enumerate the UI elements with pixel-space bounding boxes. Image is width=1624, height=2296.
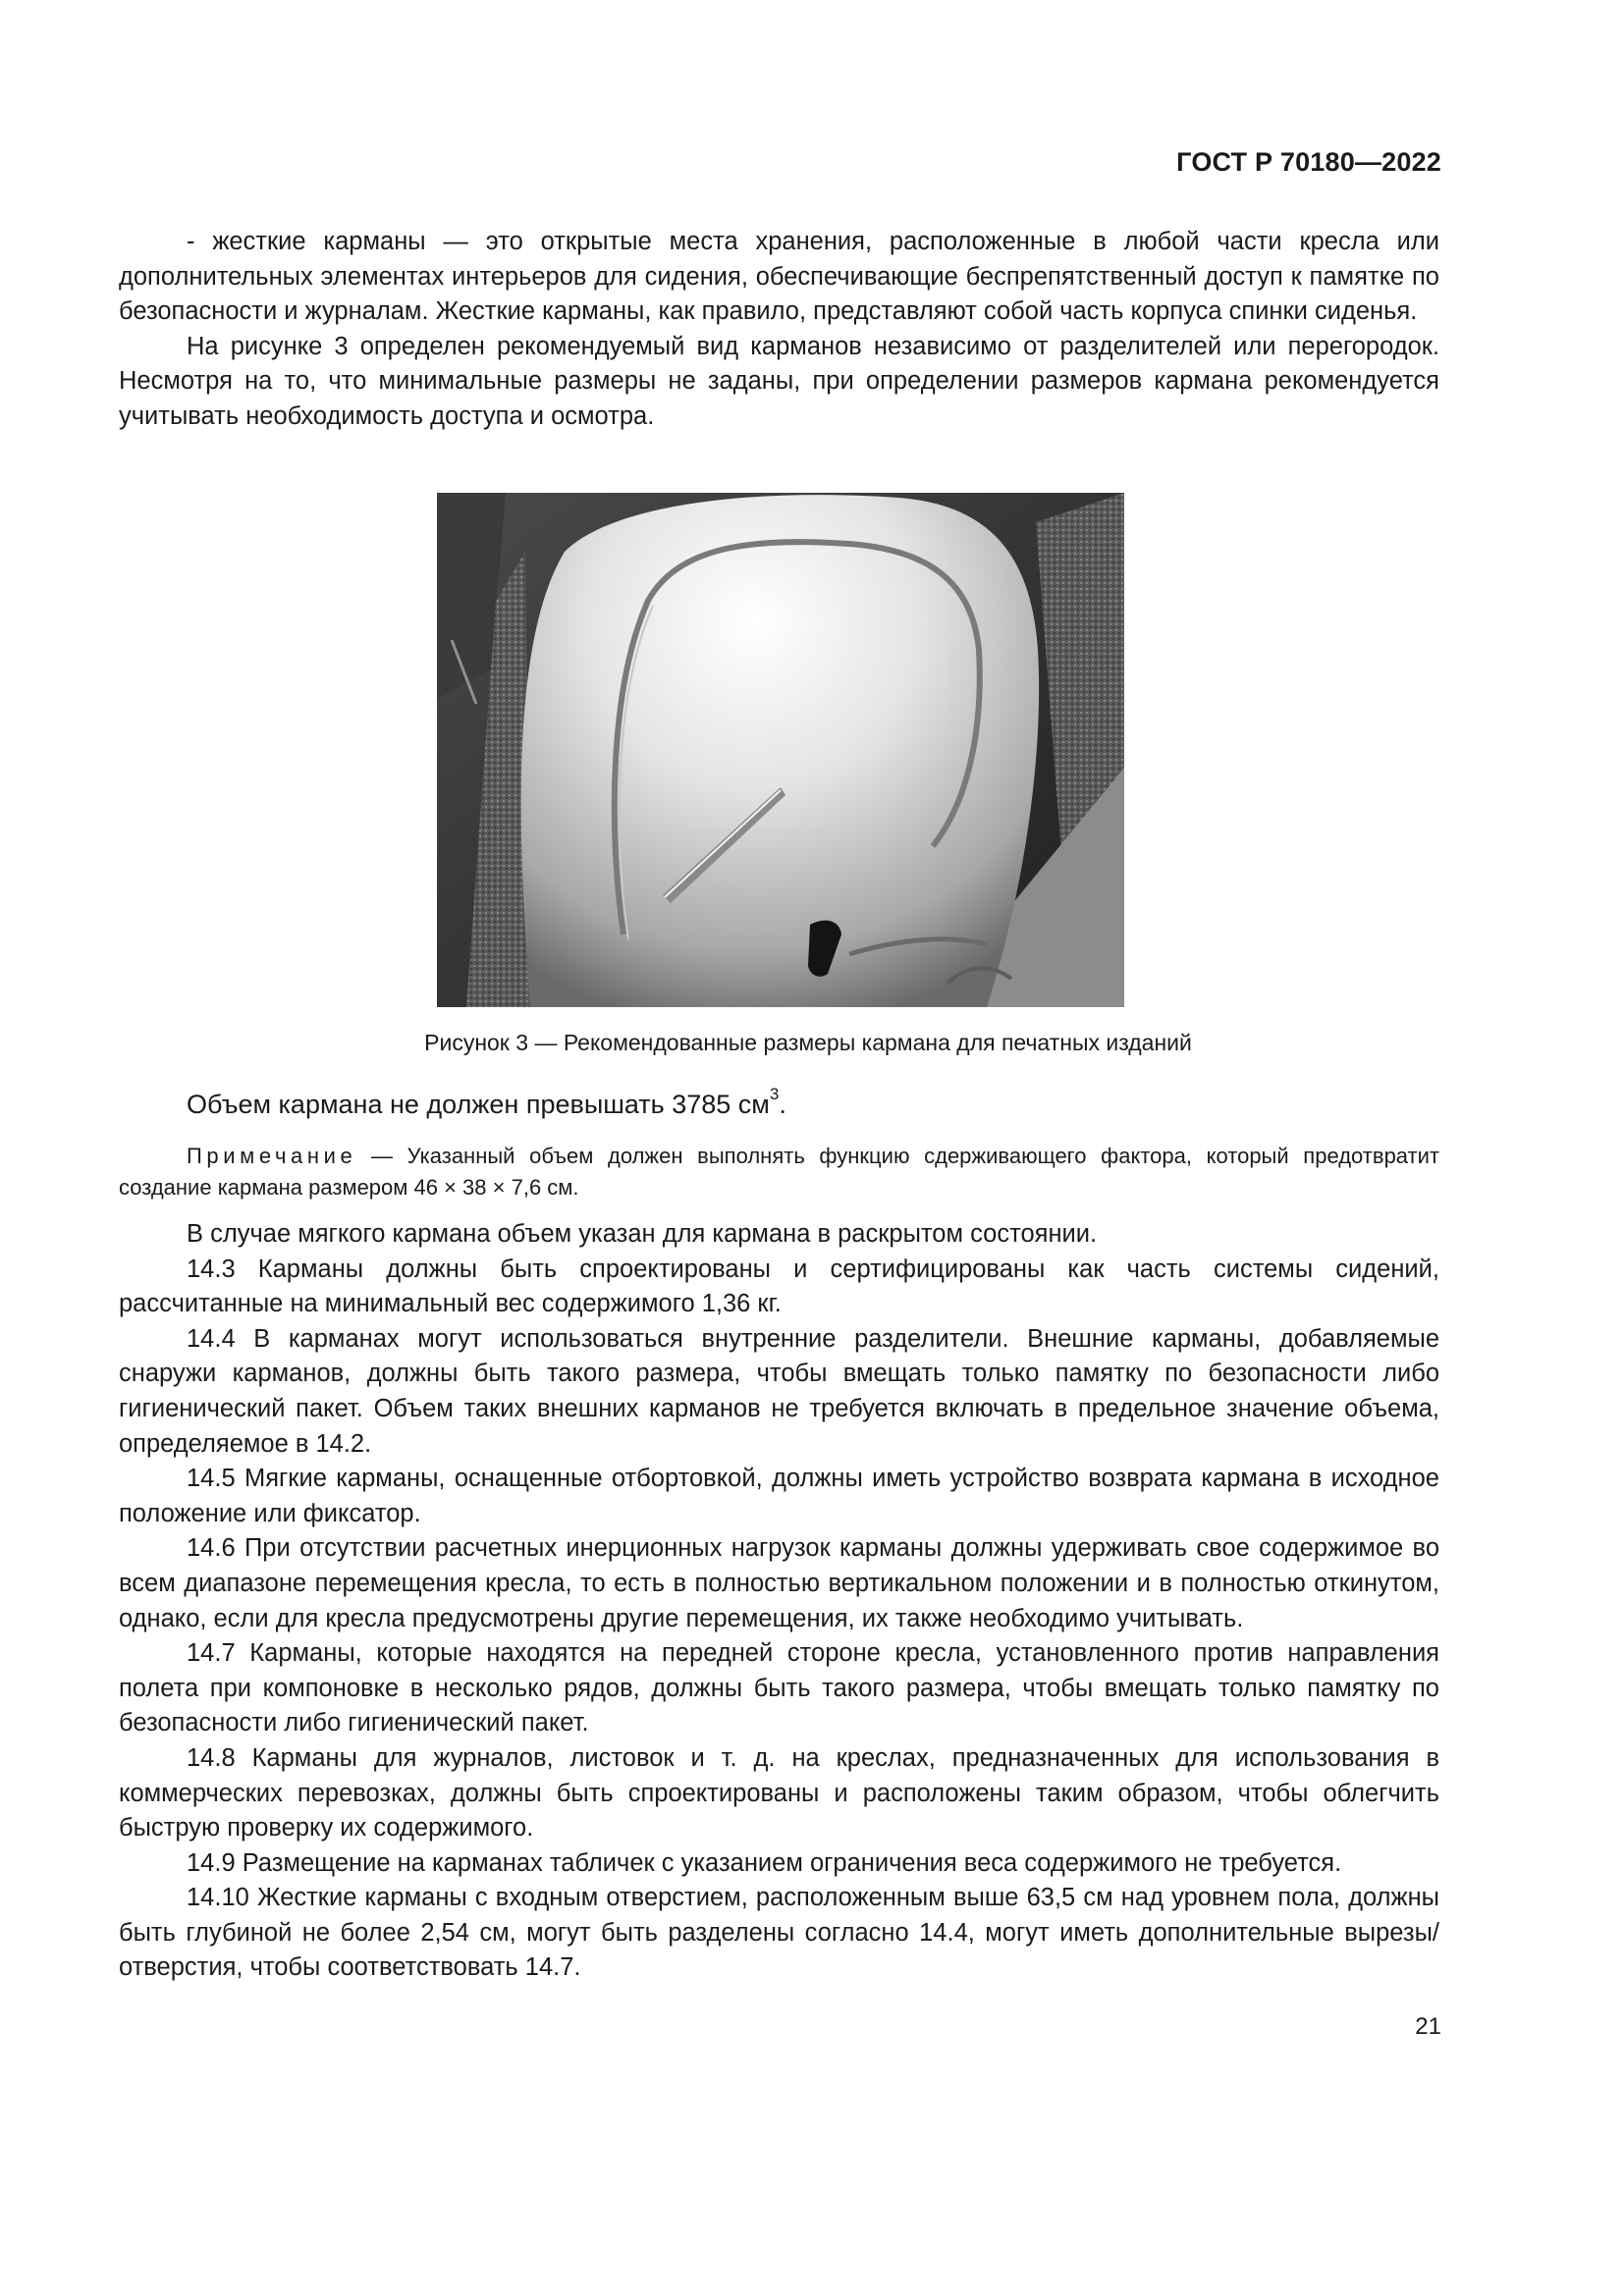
paragraph-14-6: 14.6 При отсутствии расчетных инерционных нагрузок карманы должны удерживать свое содержимое во всем диапазоне перемещения кресла, то есть в полностью вертикальном положении и в полностью откинутом, однако, если для кресла предусмотрены другие перемещения, их также необходимо учитывать. (119, 1534, 1439, 1632)
standard-code: ГОСТ Р 70180—2022 (1176, 147, 1441, 177)
paragraph-figure-reference: На рисунке 3 определен рекомендуемый вид карманов независимо от разделителей или перегородок. Несмотря на то, что минимальные размеры не заданы, при определении размеров кармана рекомендуется учитывать необходимость доступа и осмотра. (119, 332, 1439, 430)
page-number: 21 (1415, 2013, 1441, 2040)
seat-pocket-photo (437, 493, 1124, 1007)
note-text: — Указанный объем должен выполнять функцию сдерживающего фактора, который предотвратит создание кармана размером 46 × 38 × 7,6 см. (119, 1144, 1439, 1200)
intro-text (119, 225, 1439, 435)
paragraph-14-8: 14.8 Карманы для журналов, листовок и т. д. на креслах, предназначенных для использования в коммерческих перевозках, должны быть спроектированы и расположены таким образом, чтобы облегчить быструю проверку их содержимого. (119, 1743, 1439, 1842)
paragraph-14-10: 14.10 Жесткие карманы с входным отверстием, расположенным выше 63,5 см над уровнем пола, должны быть глубиной не более 2,54 см, могут быть разделены согласно 14.4, могут иметь дополнительные вырезы/отверстия, чтобы соответствовать 14.7. (119, 1884, 1439, 1982)
note-label: Примечание (187, 1144, 357, 1168)
paragraph-14-7: 14.7 Карманы, которые находятся на передней стороне кресла, установленного против направления полета при компоновке в несколько рядов, должны быть такого размера, чтобы вмещать только памятку по безопасности либо гигиенический пакет. (119, 1639, 1439, 1737)
requirements-text (119, 1217, 1439, 1986)
volume-text: Объем кармана не должен превышать 3785 см (187, 1090, 770, 1119)
paragraph-rigid-pockets: - жесткие карманы — это открытые места хранения, расположенные в любой части кресла или дополнительных элементах интерьеров для сидения, обеспечивающие беспрепятственный доступ к памятке по безопасности и журналам. Жесткие карманы, как правило, представляют собой часть корпуса спинки сиденья. (119, 228, 1439, 326)
note-block (119, 1141, 1439, 1203)
paragraph-14-5: 14.5 Мягкие карманы, оснащенные отбортовкой, должны иметь устройство возврата кармана в исходное положение или фиксатор. (119, 1465, 1439, 1527)
pocket-volume-statement (187, 1085, 786, 1120)
paragraph-14-3: 14.3 Карманы должны быть спроектированы и сертифицированы как часть системы сидений, рассчитанные на минимальный вес содержимого 1,36 кг. (119, 1255, 1439, 1318)
figure-caption: Рисунок 3 — Рекомендованные размеры кармана для печатных изданий (424, 1030, 1192, 1055)
paragraph-soft-pocket: В случае мягкого кармана объем указан для кармана в раскрытом состоянии. (187, 1220, 1098, 1248)
paragraph-14-9: 14.9 Размещение на карманах табличек с указанием ограничения веса содержимого не требуется. (187, 1848, 1342, 1877)
paragraph-14-4: 14.4 В карманах могут использоваться внутренние разделители. Внешние карманы, добавляемые снаружи карманов, должны быть такого размера, чтобы вмещать только памятку по безопасности либо гигиенический пакет. Объем таких внешних карманов не требуется включать в предельное значение объема, определяемое в 14.2. (119, 1324, 1439, 1458)
volume-superscript: 3 (769, 1085, 780, 1103)
volume-end: . (779, 1090, 786, 1119)
